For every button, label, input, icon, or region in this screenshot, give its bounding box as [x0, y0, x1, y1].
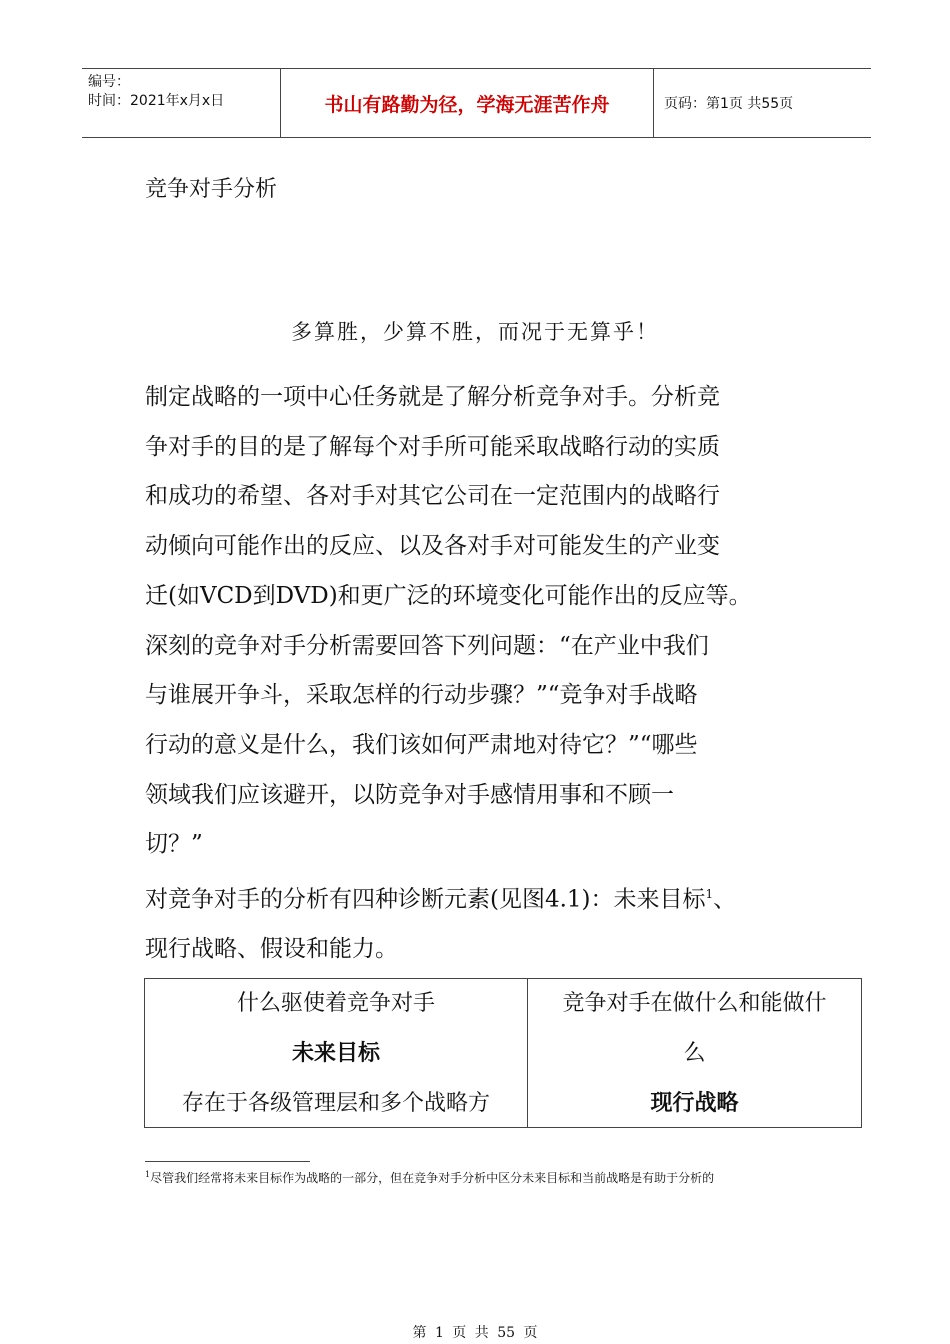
header-meta [82, 69, 280, 137]
paragraph-line: 动倾向可能作出的反应、以及各对手对可能发生的产业变 [145, 533, 720, 560]
paragraph-line: 深刻的竞争对手分析需要回答下列问题：“在产业中我们 [145, 632, 709, 659]
body-paragraph-1 [145, 373, 845, 870]
diagram-title: 现行战略 [650, 1091, 739, 1116]
diagram-heading: 么 [683, 1041, 706, 1066]
footnote [145, 1166, 810, 1187]
paragraph-line: 制定战略的一项中心任务就是了解分析竞争对手。分析竞 [145, 384, 720, 410]
diagram-cell-current-strategy [528, 979, 861, 1127]
paragraph-text: 、 [713, 886, 737, 913]
diagram-table [144, 978, 862, 1128]
header-page-info: 页码：第1页 共55页 [664, 96, 794, 112]
paragraph-line: 与谁展开争斗，采取怎样的行动步骤？”“竞争对手战略 [145, 682, 698, 709]
header-motto: 书山有路勤为径，学海无涯苦作舟 [280, 69, 654, 137]
paragraph-line: 现行战略、假设和能力。 [145, 936, 398, 963]
page-footer: 第 1 页 共 55 页 [412, 1325, 538, 1341]
diagram-heading: 什么驱使着竞争对手 [236, 991, 435, 1016]
body-paragraph-2 [145, 870, 845, 975]
page-title: 竞争对手分析 [145, 177, 278, 202]
header-number: 编号： [88, 74, 130, 90]
paragraph-text: 对竞争对手的分析有四种诊断元素(见图4.1)：未来目标 [145, 886, 706, 913]
paragraph-line: 行动的意义是什么，我们该如何严肃地对待它？”“哪些 [145, 731, 698, 758]
paragraph-line: 和成功的希望、各对手对其它公司在一定范围内的战略行 [145, 483, 720, 510]
diagram-cell-future-goals [145, 979, 528, 1127]
footnote-text: 尽管我们经常将未来目标作为战略的一部分，但在竞争对手分析中区分未来目标和当前战略是有助于分析的 [150, 1171, 715, 1185]
paragraph-line: 迁(如VCD到DVD)和更广泛的环境变化可能作出的反应等。 [145, 582, 752, 609]
diagram-desc: 存在于各级管理层和多个战略方 [181, 1091, 490, 1116]
paragraph-line [145, 870, 845, 925]
paragraph-line: 切？” [145, 831, 203, 858]
footnote-reference[interactable]: 1 [705, 887, 714, 901]
footnote-marker: 1 [145, 1170, 151, 1179]
diagram-heading: 竞争对手在做什么和能做什 [562, 991, 827, 1016]
header-table [82, 68, 871, 138]
paragraph-line: 争对手的目的是了解每个对手所可能采取战略行动的实质 [145, 433, 720, 460]
epigraph-quote: 多算胜，少算不胜，而况于无算乎！ [291, 320, 659, 344]
header-time: 时间：2021年x月x日 [88, 93, 225, 109]
diagram-title: 未来目标 [291, 1041, 380, 1066]
footnote-separator [145, 1161, 310, 1162]
paragraph-line: 领域我们应该避开，以防竞争对手感情用事和不顾一 [145, 781, 674, 808]
